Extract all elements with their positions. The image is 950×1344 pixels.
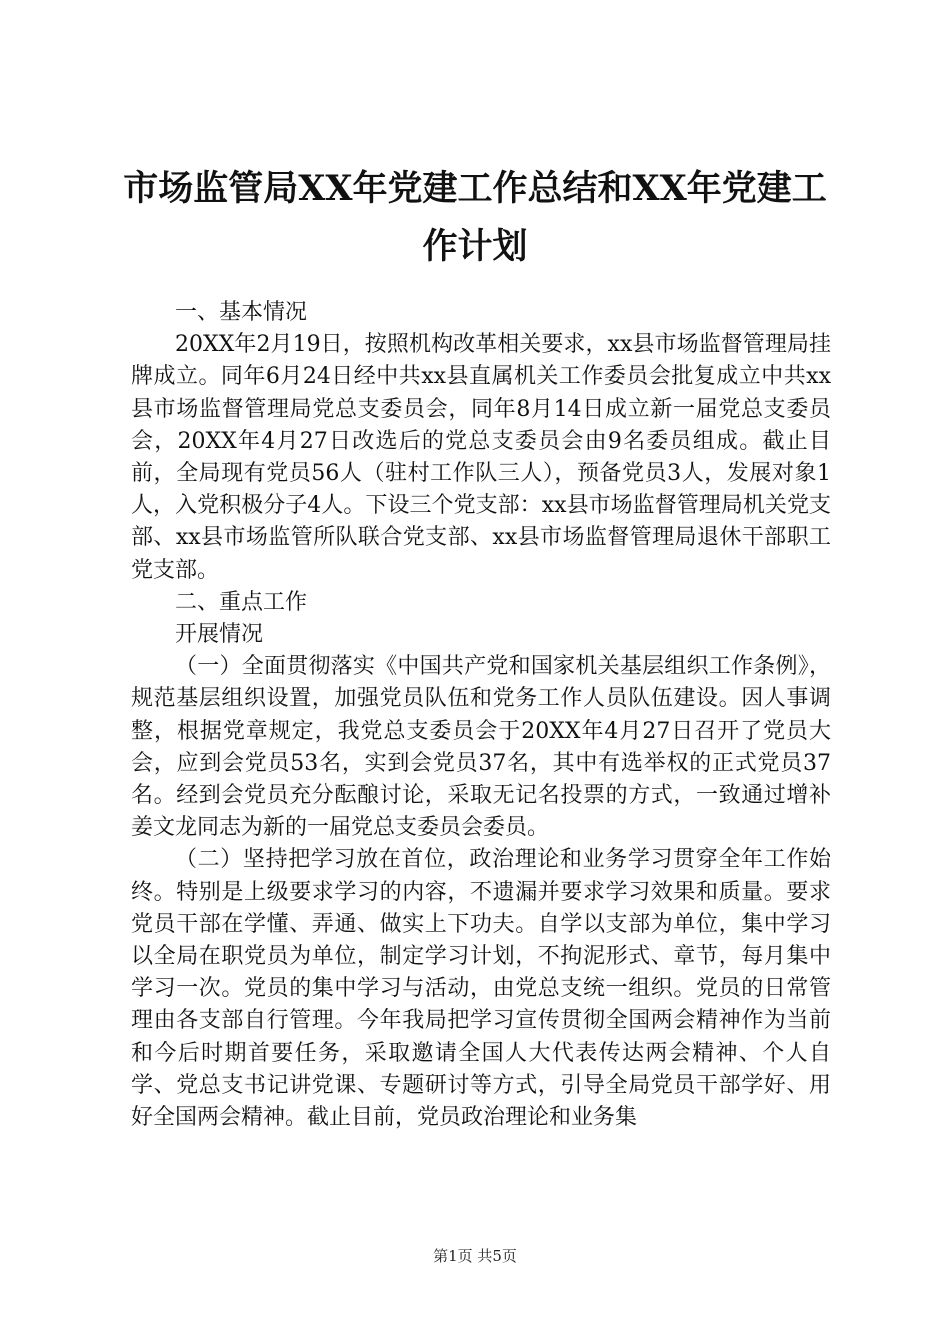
document-body (131, 297, 831, 1134)
subheading-progress: 开展情况 (175, 622, 264, 648)
paragraph-item-2: （二）坚持把学习放在首位，政治理论和业务学习贯穿全年工作始终。特别是上级要求学习的内容，不遗漏并要求学习效果和质量。要求党员干部在学懂、弄通、做实上下功夫。自学以支部为单位，集中学习以全局在职党员为单位，制定学习计划，不拘泥形式、章节，每月集中学习一次。党员的集中学习与活动，由党总支统一组织。党员的日常管理由各支部自行管理。今年我局把学习宣传贯彻全国两会精神作为当前和今后时期首要任务，采取邀请全国人大代表传达两会精神、个人自学、党总支书记讲党课、专题研讨等方式，引导全局党员干部学好、用好全国两会精神。截止目前，党员政治理论和业务集 (131, 847, 831, 1131)
section-heading-basic: 一、基本情况 (175, 300, 308, 325)
page-footer: 第1页 共5页 (433, 1247, 517, 1265)
document-title: 市场监管局XX年党建工作总结和XX年党建工作计划 (123, 168, 827, 267)
paragraph-basic-situation: 20XX年2月19日，按照机构改革相关要求，xx县市场监督管理局挂牌成立。同年6月24日经中共xx县直属机关工作委员会批复成立中共xx县市场监督管理局党总支委员会，同年8月14日成立新一届党总支委员会，20XX年4月27日改选后的党总支委员会由9名委员组成。截止目前，全局现有党员56人（驻村工作队三人），预备党员3人，发展对象1人，入党积极分子4人。下设三个党支部：xx县市场监督管理局机关党支部、xx县市场监管所队联合党支部、xx县市场监督管理局退休干部职工党支部。 (131, 332, 831, 583)
paragraph-item-1: （一）全面贯彻落实《中国共产党和国家机关基层组织工作条例》，规范基层组织设置，加强党员队伍和党务工作人员队伍建设。因人事调整，根据党章规定，我党总支委员会于20XX年4月27日召开了党员大会，应到会党员53名，实到会党员37名，其中有选举权的正式党员37名。经到会党员充分酝酿讨论，采取无记名投票的方式，一致通过增补姜文龙同志为新的一届党总支委员会委员。 (131, 654, 831, 841)
section-heading-key-work: 二、重点工作 (175, 589, 308, 615)
